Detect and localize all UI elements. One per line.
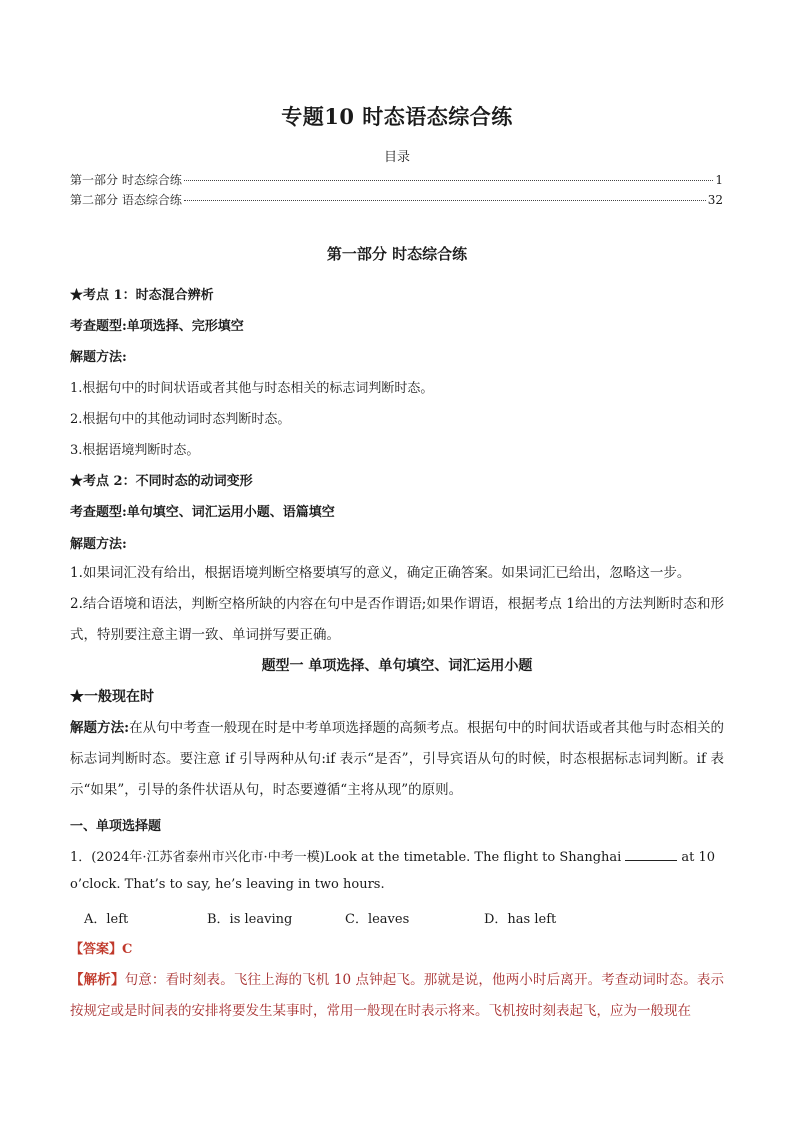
method-step: 2.根据句中的其他动词时态判断时态。 — [70, 412, 291, 427]
option-c: C．leaves — [345, 912, 410, 927]
toc-entry-page: 1 — [715, 173, 723, 187]
answer-value: C — [122, 942, 133, 957]
answer-line — [70, 938, 132, 957]
toc-entry[interactable] — [70, 171, 723, 188]
question-stem-a: 1．(2024年·江苏省泰州市兴化市·中考一模)Look at the timetable. The flight to Shanghai — [70, 850, 622, 865]
question-type: 考查题型:单项选择、完形填空 — [70, 319, 244, 334]
toc-leader-dots — [184, 200, 706, 201]
tense-method-paragraph — [70, 713, 724, 806]
toc-entry[interactable] — [70, 191, 723, 208]
option-a: A．left — [84, 912, 129, 927]
answer-label: 【答案】 — [70, 942, 123, 957]
question-stem-b: at 10 — [681, 850, 715, 865]
point-title: ★考点 1：时态混合辨析 — [70, 288, 214, 303]
toc-entry-page: 32 — [707, 193, 723, 207]
question-type: 考查题型:单句填空、词汇运用小题、语篇填空 — [70, 505, 335, 520]
tense-method-label: 解题方法: — [70, 720, 130, 736]
section-heading: 第一部分 时态综合练 — [326, 245, 468, 263]
analysis-label: 【解析】 — [70, 972, 125, 988]
analysis-text: 句意：看时刻表。飞往上海的飞机 10 点钟起飞。那就是说，他两小时后离开。考查动词时态。表示按规定或是时间表的安排将要发生某事时，常用一般现在时表示将来。飞机按时刻表起飞，应为一般现在 — [70, 972, 725, 1019]
method-step: 2.结合语境和语法，判断空格所缺的内容在句中是否作谓语;如果作谓语，根据考点 1给出的方法判断时态和形式，特别要注意主谓一致、单词拼写要正确。 — [70, 596, 724, 643]
document-title: 专题10 时态语态综合练 — [281, 104, 513, 129]
exercise-heading: 一、单项选择题 — [70, 819, 162, 834]
method-step: 3.根据语境判断时态。 — [70, 443, 200, 458]
toc-leader-dots — [184, 180, 714, 181]
method-step: 1.根据句中的时间状语或者其他与时态相关的标志词判断时态。 — [70, 381, 434, 396]
analysis-paragraph — [70, 965, 724, 1027]
method-step: 1.如果词汇没有给出，根据语境判断空格要填写的意义，确定正确答案。如果词汇已给出，忽略这一步。 — [70, 565, 691, 581]
option-b: B．is leaving — [207, 912, 293, 927]
method-label: 解题方法: — [70, 350, 127, 365]
toc-entry-label: 第二部分 语态综合练 — [70, 193, 182, 207]
option-d: D．has left — [484, 912, 557, 927]
question-type-heading: 题型一 单项选择、单句填空、词汇运用小题 — [261, 658, 533, 674]
toc-heading: 目录 — [383, 150, 410, 165]
question-stem-continued: o’clock. That’s to say, he’s leaving in two hours. — [70, 877, 385, 892]
tense-heading: ★一般现在时 — [70, 689, 154, 705]
toc-entry-label: 第一部分 时态综合练 — [70, 173, 182, 187]
point-title: ★考点 2：不同时态的动词变形 — [70, 474, 253, 489]
question-stem — [70, 846, 715, 865]
method-label: 解题方法: — [70, 537, 127, 552]
tense-method-text: 在从句中考查一般现在时是中考单项选择题的高频考点。根据句中的时间状语或者其他与时态相关的标志词判断时态。要注意 if 引导两种从句:if 表示“是否”，引导宾语从句的时候，时态根据标志词判断。if 表示“如果”，引导的条件状语从句，时态要遵循“主将从现”的原则。 — [70, 720, 725, 798]
answer-blank — [625, 848, 677, 861]
